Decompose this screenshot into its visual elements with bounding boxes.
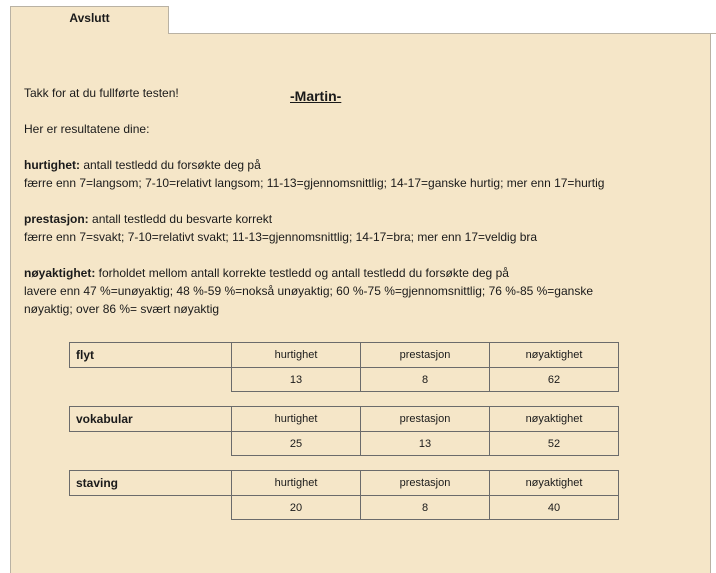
table-value-row [69, 431, 619, 456]
table-header-row [69, 406, 619, 431]
header-performance: prestasjon [360, 342, 489, 367]
table-value-row [69, 367, 619, 392]
result-table-staving [69, 470, 619, 520]
header-accuracy: nøyaktighet [489, 342, 619, 367]
value-speed: 25 [231, 431, 360, 456]
user-name: -Martin- [290, 88, 342, 104]
table-header-row [69, 342, 619, 367]
header-performance: prestasjon [360, 470, 489, 495]
blank-cell [69, 431, 231, 456]
accuracy-scale-line1: lavere enn 47 %=unøyaktig; 48 %-59 %=nokså unøyaktig; 60 %-75 %=gjennomsnittlig; 76 %-85 %=ganske [24, 284, 594, 298]
accuracy-term: nøyaktighet: [24, 266, 96, 280]
table-value-row [69, 495, 619, 520]
speed-scale: færre enn 7=langsom; 7-10=relativt langsom; 11-13=gjennomsnittlig; 14-17=ganske hurtig; mer enn 17=hurtig [24, 176, 605, 190]
accuracy-scale-line2: nøyaktig; over 86 %= svært nøyaktig [24, 302, 220, 316]
thanks-text: Takk for at du fullførte testen! [24, 86, 179, 100]
performance-definition [24, 210, 272, 228]
header-accuracy: nøyaktighet [489, 470, 619, 495]
tab-avslutt[interactable]: Avslutt [10, 6, 169, 34]
value-accuracy: 62 [489, 367, 619, 392]
result-table-flyt [69, 342, 619, 392]
results-heading: Her er resultatene dine: [24, 122, 150, 136]
result-table-vokabular [69, 406, 619, 456]
blank-cell [69, 367, 231, 392]
header-accuracy: nøyaktighet [489, 406, 619, 431]
header-performance: prestasjon [360, 406, 489, 431]
speed-desc: antall testledd du forsøkte deg på [80, 158, 261, 172]
value-accuracy: 40 [489, 495, 619, 520]
value-accuracy: 52 [489, 431, 619, 456]
header-speed: hurtighet [231, 470, 360, 495]
blank-cell [69, 495, 231, 520]
performance-term: prestasjon: [24, 212, 89, 226]
table-header-row [69, 470, 619, 495]
speed-definition [24, 156, 261, 174]
value-speed: 20 [231, 495, 360, 520]
performance-scale: færre enn 7=svakt; 7-10=relativt svakt; 11-13=gjennomsnittlig; 14-17=bra; mer enn 17=veldig bra [24, 230, 538, 244]
value-performance: 8 [360, 367, 489, 392]
accuracy-desc: forholdet mellom antall korrekte testledd og antall testledd du forsøkte deg på [95, 266, 509, 280]
value-performance: 8 [360, 495, 489, 520]
value-performance: 13 [360, 431, 489, 456]
result-label: staving [69, 470, 231, 495]
header-speed: hurtighet [231, 406, 360, 431]
accuracy-definition [24, 264, 509, 282]
performance-desc: antall testledd du besvarte korrekt [88, 212, 273, 226]
header-speed: hurtighet [231, 342, 360, 367]
value-speed: 13 [231, 367, 360, 392]
tab-strip-divider [168, 33, 716, 34]
result-label: flyt [69, 342, 231, 367]
result-label: vokabular [69, 406, 231, 431]
speed-term: hurtighet: [24, 158, 80, 172]
